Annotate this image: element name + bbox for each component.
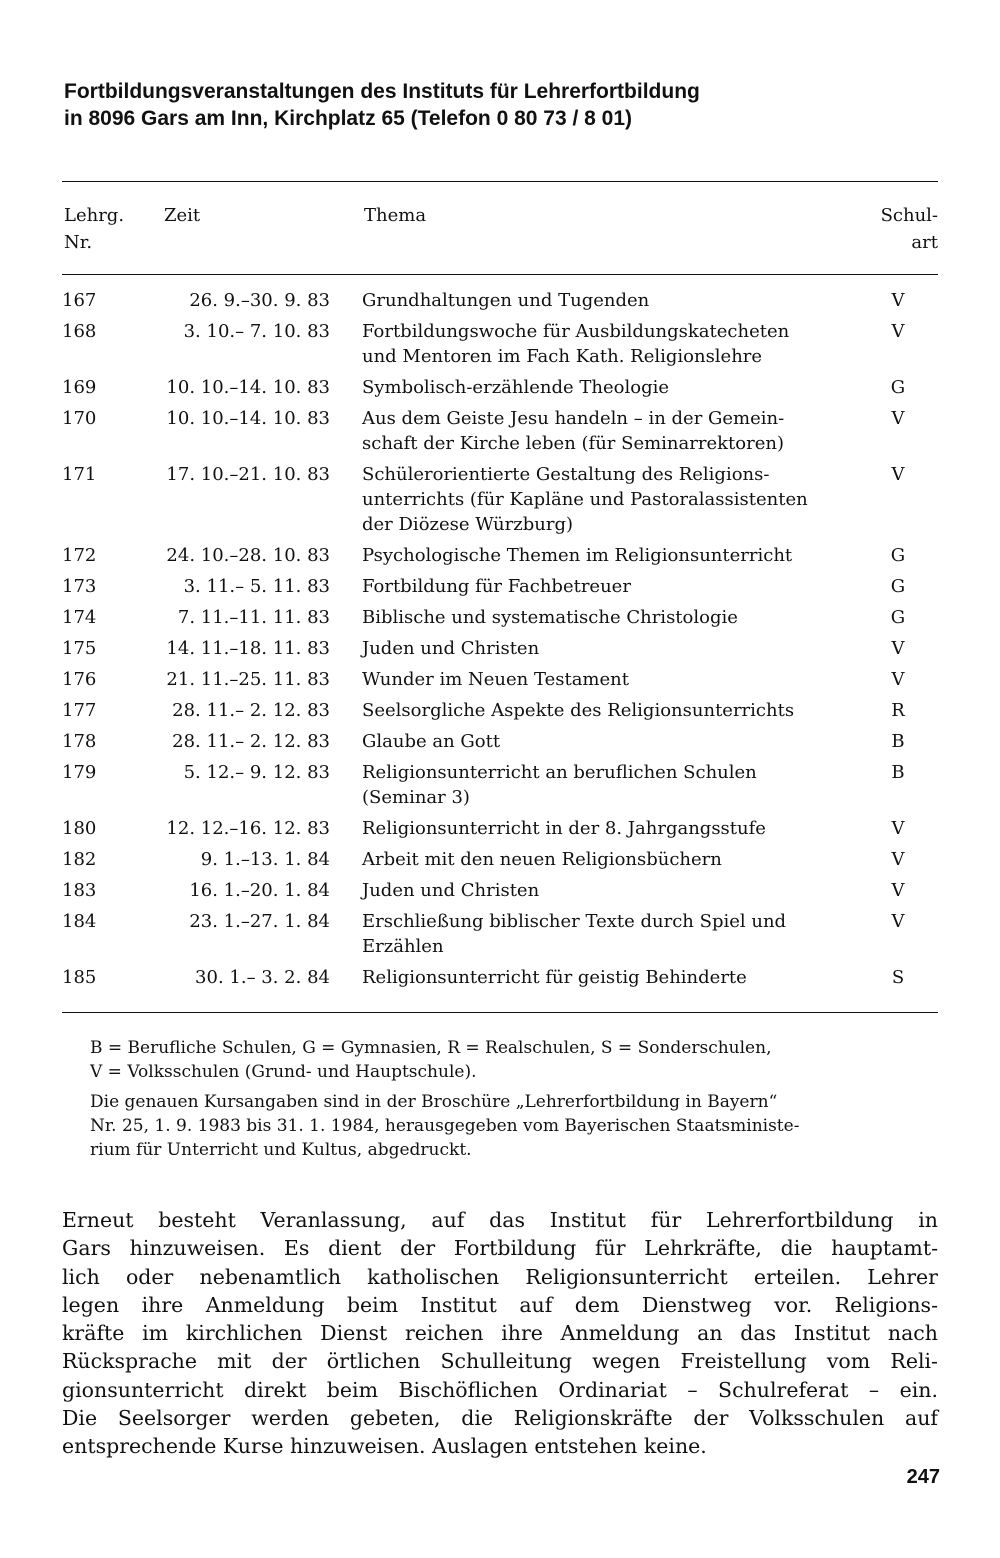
course-number: 175: [62, 638, 97, 659]
course-number: 170: [62, 408, 97, 429]
table-row: [62, 375, 938, 400]
course-date: 10. 10.–14. 10. 83: [166, 408, 330, 429]
school-type: V: [891, 818, 905, 839]
course-topic: [362, 729, 882, 754]
table-row: [62, 816, 938, 841]
course-topic-line: Psychologische Themen im Religionsunterricht: [362, 545, 793, 566]
course-topic: [362, 965, 882, 990]
school-type: V: [891, 408, 905, 429]
school-type: G: [890, 545, 906, 566]
course-topic: [362, 574, 882, 599]
course-topic-line: Erschließung biblischer Texte durch Spiel und: [362, 911, 787, 932]
course-topic-line: Juden und Christen: [362, 880, 540, 901]
table-row: [62, 462, 938, 537]
course-number: 171: [62, 464, 97, 485]
table-row: [62, 543, 938, 568]
header-nr-line-2: Nr.: [64, 232, 93, 253]
course-date: 28. 11.– 2. 12. 83: [172, 731, 330, 752]
school-type: V: [891, 464, 905, 485]
school-type: B: [891, 731, 905, 752]
course-number: 182: [62, 849, 97, 870]
body-line: kräfte im kirchlichen Dienst reichen ihre Anmeldung an das Institut nach: [62, 1321, 938, 1346]
school-type: G: [890, 377, 906, 398]
course-topic-line: Biblische und systematische Christologie: [362, 607, 738, 628]
body-line: Rücksprache mit der örtlichen Schulleitung wegen Freistellung vom Reli-: [62, 1349, 938, 1374]
course-number: 176: [62, 669, 97, 690]
course-date: 7. 11.–11. 11. 83: [177, 607, 330, 628]
header-thema: Thema: [364, 205, 427, 226]
course-date: 23. 1.–27. 1. 84: [189, 911, 330, 932]
course-topic-line: (Seminar 3): [362, 787, 470, 808]
body-line: Gars hinzuweisen. Es dient der Fortbildung für Lehrkräfte, die hauptamt-: [62, 1236, 938, 1261]
body-paragraph: [62, 1206, 938, 1461]
course-topic: [362, 760, 882, 810]
table-body: [62, 288, 938, 996]
course-date: 21. 11.–25. 11. 83: [166, 669, 330, 690]
header-schulart: [881, 202, 938, 256]
course-date: 16. 1.–20. 1. 84: [189, 880, 330, 901]
school-type: S: [891, 967, 905, 988]
table-top-rule: [62, 181, 938, 182]
course-number: 177: [62, 700, 97, 721]
header-nr: [64, 202, 124, 256]
school-type: V: [891, 290, 905, 311]
table-row: [62, 965, 938, 990]
course-number: 172: [62, 545, 97, 566]
course-topic-line: Wunder im Neuen Testament: [362, 669, 629, 690]
course-topic: [362, 636, 882, 661]
school-type: G: [890, 607, 906, 628]
school-type: V: [891, 669, 905, 690]
table-row: [62, 605, 938, 630]
course-topic-line: Fortbildungswoche für Ausbildungskatecheten: [362, 321, 790, 342]
course-date: 10. 10.–14. 10. 83: [166, 377, 330, 398]
table-notes: [90, 1036, 938, 1162]
course-number: 168: [62, 321, 97, 342]
course-topic-line: unterrichts (für Kapläne und Pastoralassistenten: [362, 489, 808, 510]
table-header-rule: [62, 274, 938, 275]
course-number: 180: [62, 818, 97, 839]
course-date: 28. 11.– 2. 12. 83: [172, 700, 330, 721]
course-topic: [362, 462, 882, 537]
course-topic-line: Religionsunterricht für geistig Behinderte: [362, 967, 747, 988]
table-row: [62, 847, 938, 872]
heading-line-2: in 8096 Gars am Inn, Kirchplatz 65 (Telefon 0 80 73 / 8 01): [64, 107, 633, 130]
school-type: G: [890, 576, 906, 597]
body-line: Erneut besteht Veranlassung, auf das Institut für Lehrerfortbildung in: [62, 1208, 938, 1232]
course-topic-line: Arbeit mit den neuen Religionsbüchern: [362, 849, 722, 870]
course-date: 3. 11.– 5. 11. 83: [183, 576, 330, 597]
course-topic: [362, 667, 882, 692]
table-row: [62, 636, 938, 661]
course-number: 183: [62, 880, 97, 901]
school-type: V: [891, 321, 905, 342]
page-heading: [64, 78, 944, 132]
course-topic-line: schaft der Kirche leben (für Seminarrektoren): [362, 433, 784, 454]
course-number: 169: [62, 377, 97, 398]
table-bottom-rule: [62, 1012, 938, 1013]
course-date: 12. 12.–16. 12. 83: [166, 818, 330, 839]
table-row: [62, 909, 938, 959]
course-topic: [362, 698, 882, 723]
table-row: [62, 574, 938, 599]
course-topic: [362, 319, 882, 369]
header-zeit: Zeit: [164, 205, 201, 226]
course-topic-line: Religionsunterricht an beruflichen Schulen: [362, 762, 757, 783]
course-topic-line: Schülerorientierte Gestaltung des Religions-: [362, 464, 770, 485]
course-topic-line: Symbolisch-erzählende Theologie: [362, 377, 670, 398]
table-row: [62, 667, 938, 692]
course-date: 24. 10.–28. 10. 83: [166, 545, 330, 566]
course-topic: [362, 605, 882, 630]
school-type: B: [891, 762, 905, 783]
school-type: V: [891, 849, 905, 870]
course-number: 167: [62, 290, 97, 311]
table-row: [62, 319, 938, 369]
course-topic-line: Grundhaltungen und Tugenden: [362, 290, 650, 311]
info-line-1: Die genauen Kursangaben sind in der Broschüre „Lehrerfortbildung in Bayern“: [90, 1092, 778, 1112]
table-row: [62, 698, 938, 723]
course-date: 14. 11.–18. 11. 83: [166, 638, 330, 659]
school-type: V: [891, 911, 905, 932]
course-number: 178: [62, 731, 97, 752]
body-line: entsprechende Kurse hinzuweisen. Auslagen entstehen keine.: [62, 1434, 707, 1459]
course-topic-line: Erzählen: [362, 936, 444, 957]
table-row: [62, 288, 938, 313]
course-topic: [362, 288, 882, 313]
table-row: [62, 406, 938, 456]
header-art-line-2: art: [911, 232, 938, 253]
course-number: 179: [62, 762, 97, 783]
course-number: 173: [62, 576, 97, 597]
school-type: R: [891, 700, 905, 721]
course-topic: [362, 543, 882, 568]
course-topic-line: und Mentoren im Fach Kath. Religionslehre: [362, 346, 763, 367]
course-topic-line: der Diözese Würzburg): [362, 514, 573, 535]
course-date: 5. 12.– 9. 12. 83: [183, 762, 330, 783]
table-row: [62, 760, 938, 810]
school-type: V: [891, 880, 905, 901]
course-date: 26. 9.–30. 9. 83: [189, 290, 330, 311]
heading-line-1: Fortbildungsveranstaltungen des Instituts für Lehrerfortbildung: [64, 80, 700, 103]
course-number: 184: [62, 911, 97, 932]
course-topic-line: Aus dem Geiste Jesu handeln – in der Gemein-: [362, 408, 785, 429]
course-topic: [362, 909, 882, 959]
course-topic-line: Seelsorgliche Aspekte des Religionsunterrichts: [362, 700, 795, 721]
info-line-3: rium für Unterricht und Kultus, abgedruckt.: [90, 1140, 472, 1160]
table-row: [62, 729, 938, 754]
course-topic: [362, 406, 882, 456]
course-date: 30. 1.– 3. 2. 84: [195, 967, 330, 988]
course-date: 3. 10.– 7. 10. 83: [183, 321, 330, 342]
body-line: lich oder nebenamtlich katholischen Religionsunterricht erteilen. Lehrer: [62, 1264, 938, 1289]
course-topic-line: Glaube an Gott: [362, 731, 501, 752]
page-number: 247: [906, 1466, 940, 1488]
course-topic: [362, 847, 882, 872]
course-topic-line: Religionsunterricht in der 8. Jahrgangsstufe: [362, 818, 766, 839]
body-line: gionsunterricht direkt beim Bischöflichen Ordinariat – Schulreferat – ein.: [62, 1377, 938, 1402]
school-type: V: [891, 638, 905, 659]
course-number: 174: [62, 607, 97, 628]
course-topic: [362, 878, 882, 903]
course-topic-line: Juden und Christen: [362, 638, 540, 659]
header-nr-line-1: Lehrg.: [64, 205, 125, 226]
course-topic-line: Fortbildung für Fachbetreuer: [362, 576, 631, 597]
legend-line-1: B = Berufliche Schulen, G = Gymnasien, R = Realschulen, S = Sonderschulen,: [90, 1038, 772, 1058]
course-date: 17. 10.–21. 10. 83: [166, 464, 330, 485]
body-line: Die Seelsorger werden gebeten, die Religionskräfte der Volksschulen auf: [62, 1406, 938, 1431]
body-line: legen ihre Anmeldung beim Institut auf dem Dienstweg vor. Religions-: [62, 1292, 938, 1317]
header-art-line-1: Schul-: [880, 205, 938, 226]
legend-line-2: V = Volksschulen (Grund- und Hauptschule).: [90, 1062, 477, 1082]
course-topic: [362, 816, 882, 841]
info-line-2: Nr. 25, 1. 9. 1983 bis 31. 1. 1984, herausgegeben vom Bayerischen Staatsministe-: [90, 1116, 800, 1136]
course-topic: [362, 375, 882, 400]
course-date: 9. 1.–13. 1. 84: [200, 849, 330, 870]
course-number: 185: [62, 967, 97, 988]
table-row: [62, 878, 938, 903]
